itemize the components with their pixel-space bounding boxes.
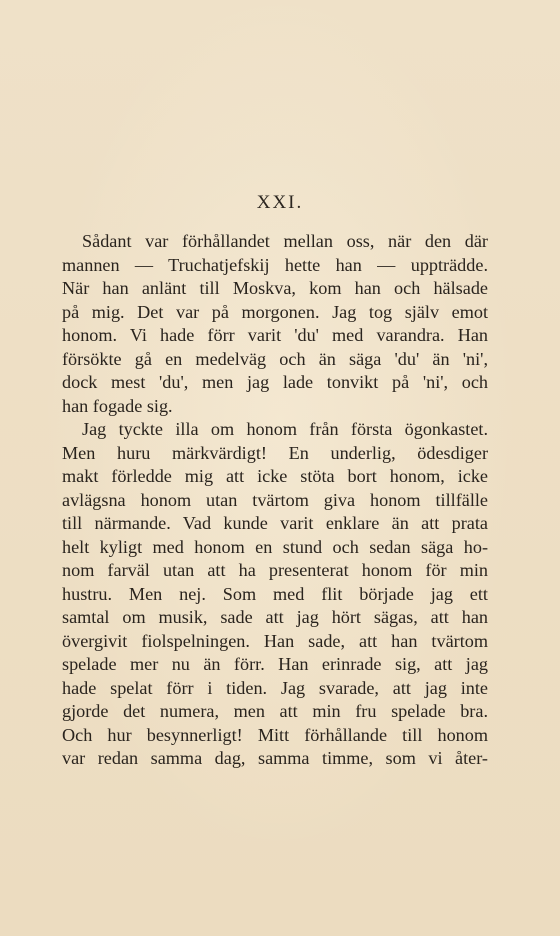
text-line: samtal om musik, sade att jag hört sägas, att han <box>62 607 488 627</box>
text-line: Men huru märkvärdigt! En underlig, ödesdiger <box>62 442 488 463</box>
text-line: spelade mer nu än förr. Han erinrade sig, att jag <box>62 654 488 674</box>
text-line: var redan samma dag, samma timme, som vi åter- <box>62 748 488 768</box>
text-line: övergivit fiolspelningen. Han sade, att han tvärtom <box>62 630 488 651</box>
text-line: helt kyligt med honom en stund och sedan säga ho- <box>62 536 488 557</box>
text-line: hustru. Men nej. Som med flit började jag ett <box>62 583 488 604</box>
text-line: När han anlänt till Moskva, kom han och hälsade <box>62 278 488 298</box>
text-line: makt förledde mig att icke stöta bort honom, icke <box>62 466 488 486</box>
text-line: till närmande. Vad kunde varit enklare än att prata <box>62 513 488 533</box>
text-line: han fogade sig. <box>62 395 173 416</box>
text-line: hade spelat förr i tiden. Jag svarade, att jag inte <box>62 677 488 698</box>
text-line: nom farväl utan att ha presenterat honom för min <box>62 560 488 580</box>
text-line: mannen — Truchatjefskij hette han — uppträdde. <box>62 254 488 275</box>
text-line: Och hur besynnerligt! Mitt förhållande till honom <box>62 724 488 745</box>
text-line: på mig. Det var på morgonen. Jag tog själv emot <box>62 301 488 322</box>
text-line: försökte gå en medelväg och än säga 'du' än 'ni', <box>62 348 488 369</box>
chapter-heading: XXI. <box>256 192 304 213</box>
text-line: dock mest 'du', men jag lade tonvikt på 'ni', och <box>62 372 488 392</box>
text-line: Jag tyckte illa om honom från första ögonkastet. <box>82 419 488 439</box>
text-line: avlägsna honom utan tvärtom giva honom tillfälle <box>62 489 488 510</box>
text-line: Sådant var förhållandet mellan oss, när den där <box>82 231 488 251</box>
text-line: gjorde det numera, men att min fru spelade bra. <box>62 701 488 721</box>
text-line: honom. Vi hade förr varit 'du' med varandra. Han <box>62 325 488 345</box>
body-text <box>62 230 488 771</box>
